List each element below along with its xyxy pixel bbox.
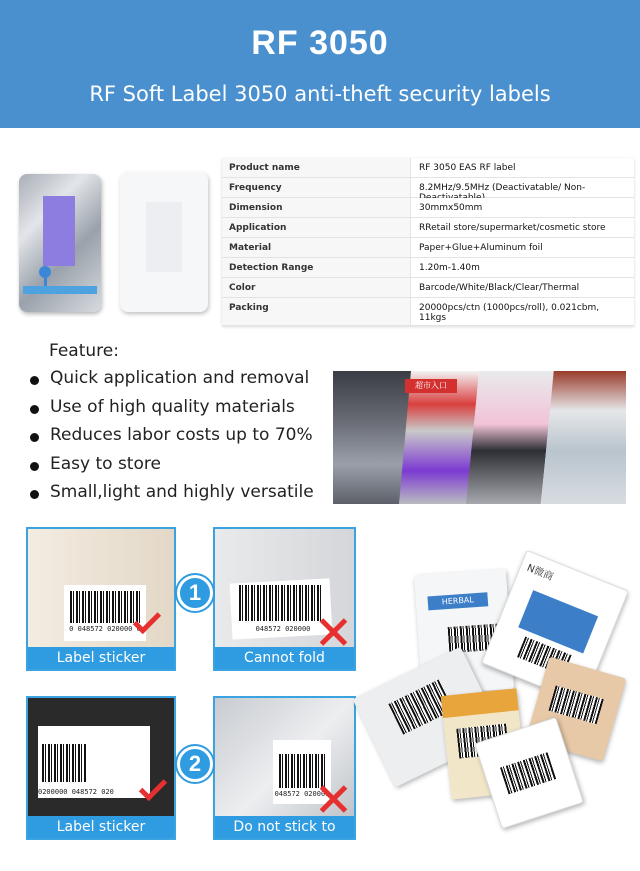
label-inner [146, 202, 182, 272]
spec-row [222, 198, 634, 218]
spec-value: Paper+Glue+Aluminum foil [410, 238, 634, 257]
package-text: N微商 [525, 562, 555, 584]
spec-value: 1.20m-1.40m [410, 258, 634, 277]
photo-cannot-fold [213, 527, 356, 671]
page-title: RF 3050 [251, 24, 389, 62]
page-subtitle: RF Soft Label 3050 anti-theft security labels [89, 82, 551, 106]
step-number-badge: 2 [177, 746, 213, 782]
caption-no-metal: Do not stick to metal [215, 816, 354, 838]
label-coil [43, 196, 75, 266]
feature-text: Quick application and removal [50, 368, 310, 388]
barcode-number: 048572 020000 [255, 625, 311, 633]
spec-key: Application [222, 218, 410, 237]
spec-value: RRetail store/supermarket/cosmetic store [410, 218, 634, 237]
rf-label-image [19, 174, 101, 312]
feature-item [26, 397, 314, 426]
bullet-icon [30, 490, 39, 499]
feature-item [26, 368, 314, 397]
header-banner [0, 0, 640, 128]
store-collage-image [333, 371, 626, 504]
feature-title: Feature: [49, 341, 119, 361]
store-photo [466, 371, 554, 504]
barcode-icon [279, 754, 325, 788]
feature-text: Easy to store [50, 453, 161, 474]
spec-row [222, 178, 634, 198]
photo-label-sticker-bottle [26, 527, 176, 671]
barcode-icon [70, 591, 140, 623]
spec-value: RF 3050 EAS RF label [410, 158, 634, 177]
label-capacitor [39, 266, 51, 278]
feature-list [26, 368, 314, 511]
caption-cannot-fold: Cannot fold [215, 647, 354, 669]
spec-value: 20000pcs/ctn (1000pcs/roll), 0.021cbm, 11kgs [410, 298, 634, 325]
spec-key: Product name [222, 158, 410, 177]
feature-text: Use of high quality materials [50, 396, 295, 417]
spec-key: Dimension [222, 198, 410, 217]
barcode-icon [500, 752, 556, 794]
spec-row [222, 158, 634, 178]
spec-value: Barcode/White/Black/Clear/Thermal [410, 278, 634, 297]
caption-label-sticker: Label sticker [28, 816, 174, 838]
photo-no-metal [213, 696, 356, 857]
feature-text: Reduces labor costs up to 70% [50, 425, 313, 445]
spec-row [222, 238, 634, 258]
caption-label-sticker: Label sticker [28, 647, 174, 669]
bullet-icon [30, 433, 39, 442]
cross-icon [319, 617, 349, 647]
barcode-number: 0200000 048572 020 [38, 788, 114, 796]
feature-item [26, 425, 314, 454]
spec-table [222, 158, 634, 326]
spec-row [222, 278, 634, 298]
barcode-icon [239, 585, 323, 621]
spec-row [222, 298, 634, 326]
spec-key: Detection Range [222, 258, 410, 277]
feature-item [26, 482, 314, 511]
feature-item [26, 454, 314, 483]
feature-text: Small,light and highly versatile [50, 482, 314, 502]
spec-key: Packing [222, 298, 410, 325]
spec-row [222, 258, 634, 278]
package-text: HERBAL [427, 592, 488, 610]
label-bar [23, 286, 97, 294]
barcode-number: 0 048572 020000 0 [69, 625, 141, 633]
barcode-number: 048572 020000 [274, 790, 330, 798]
bullet-icon [30, 376, 39, 385]
cross-icon [319, 784, 349, 814]
spec-row [222, 218, 634, 238]
store-photo [541, 371, 626, 504]
barcode-icon [42, 744, 86, 782]
spec-key: Color [222, 278, 410, 297]
store-sign: 超市入口 [405, 379, 457, 393]
spec-value: 8.2MHz/9.5MHz (Deactivatable/ Non- [410, 178, 634, 197]
step-number-badge: 1 [177, 575, 213, 611]
photo-label-sticker-jar [26, 696, 176, 840]
spec-key: Frequency [222, 178, 410, 197]
spec-key: Material [222, 238, 410, 257]
white-label-image [120, 172, 208, 312]
spec-value: 30mmx50mm [410, 198, 634, 217]
bullet-icon [30, 462, 39, 471]
bullet-icon [30, 405, 39, 414]
